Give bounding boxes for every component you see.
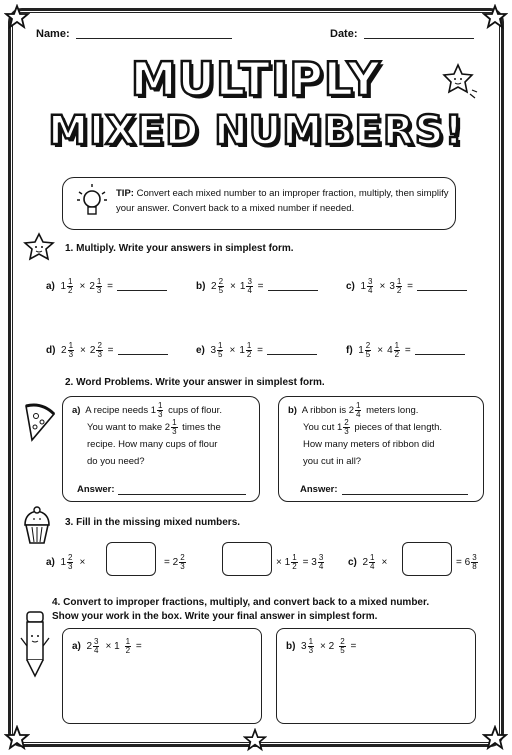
multiply-problem: b) 2 $\frac{2}{5}$ × 1 $\frac{3}{4}$ = (196, 278, 318, 295)
missing-number-box[interactable] (222, 542, 272, 576)
name-field[interactable] (76, 38, 232, 39)
answer-label: Answer: (300, 484, 338, 495)
smiling-star-icon (442, 62, 478, 102)
star-icon (243, 728, 267, 752)
fill-problem-c: c) 2 $\frac{1}{4}$ × (348, 553, 388, 571)
word-problem-b-text: b) A ribbon is 2 $\frac{1}{4}$ meters long. You cut 1 $\frac{2}{3}$ pieces of that length. How many meters of ribbon did you cut in all? (288, 401, 443, 468)
answer-blank[interactable] (415, 347, 465, 355)
missing-number-box[interactable] (106, 542, 156, 576)
section3-heading: 3. Fill in the missing mixed numbers. (65, 517, 241, 528)
page-title-line2: MIXED NUMBERS! (48, 108, 464, 154)
tip-text: TIP: Convert each mixed number to an improper fraction, multiply, then simplify your answer. Convert back to a mixed number if needed. (116, 188, 449, 214)
convert-problem-b: b) 3 $\frac{1}{3}$ × 2 $\frac{2}{5}$ = (286, 637, 357, 655)
answer-blank[interactable] (267, 347, 317, 355)
answer-blank[interactable] (117, 283, 167, 291)
date-label: Date: (330, 28, 358, 40)
word-problem-a-text: a) A recipe needs 1 $\frac{1}{3}$ cups of flour. You want to make 2 $\frac{1}{3}$ times the recipe. How many cups of flour do you need? (72, 401, 222, 468)
pencil-icon (18, 608, 52, 680)
fill-problem-a-result: = 2 2 3 (164, 553, 185, 571)
section1-heading: 1. Multiply. Write your answers in simplest form. (65, 243, 294, 254)
multiply-problem: c) 1 $\frac{3}{4}$ × 3 $\frac{1}{2}$ = (346, 278, 467, 295)
star-icon (482, 725, 508, 751)
star-icon (4, 725, 30, 751)
pizza-icon (20, 400, 58, 444)
multiply-problem: a) 1 $\frac{1}{2}$ × 2 $\frac{1}{3}$ = (46, 278, 167, 295)
page-title-line1: MULTIPLY (130, 52, 382, 106)
name-label: Name: (36, 28, 70, 40)
date-field[interactable] (364, 38, 474, 39)
answer-blank[interactable] (268, 283, 318, 291)
answer-label: Answer: (77, 484, 115, 495)
star-icon (4, 4, 30, 30)
star-face-icon (22, 232, 56, 262)
answer-blank[interactable] (118, 347, 168, 355)
section4-heading-line2: Show your work in the box. Write your final answer in simplest form. (52, 611, 378, 622)
star-icon (482, 4, 508, 30)
answer-blank[interactable] (417, 283, 467, 291)
section2-heading: 2. Word Problems. Write your answer in simplest form. (65, 377, 325, 388)
missing-number-box[interactable] (402, 542, 452, 576)
answer-field[interactable] (118, 494, 246, 495)
section4-heading-line1: 4. Convert to improper fractions, multiply, and convert back to a mixed number. (52, 597, 430, 608)
multiply-problem: f) 1 $\frac{2}{5}$ × 4 $\frac{1}{2}$ = (346, 342, 465, 359)
cupcake-icon (20, 505, 54, 547)
fill-problem-c-result: = 6 3 8 (456, 553, 477, 571)
convert-problem-a: a) 2 $\frac{3}{4}$ × 1 $\frac{1}{2}$ = (72, 637, 142, 655)
fill-problem-b: × 1 $\frac{1}{2}$ = 3 3 4 (276, 553, 324, 571)
multiply-problem: e) 3 $\frac{1}{5}$ × 1 $\frac{1}{2}$ = (196, 342, 317, 359)
answer-field[interactable] (342, 494, 468, 495)
multiply-problem: d) 2 $\frac{1}{3}$ × 2 $\frac{2}{3}$ = (46, 342, 168, 359)
fill-problem-a: a) 1 $\frac{2}{3}$ × (46, 553, 86, 571)
lightbulb-icon (74, 182, 110, 224)
